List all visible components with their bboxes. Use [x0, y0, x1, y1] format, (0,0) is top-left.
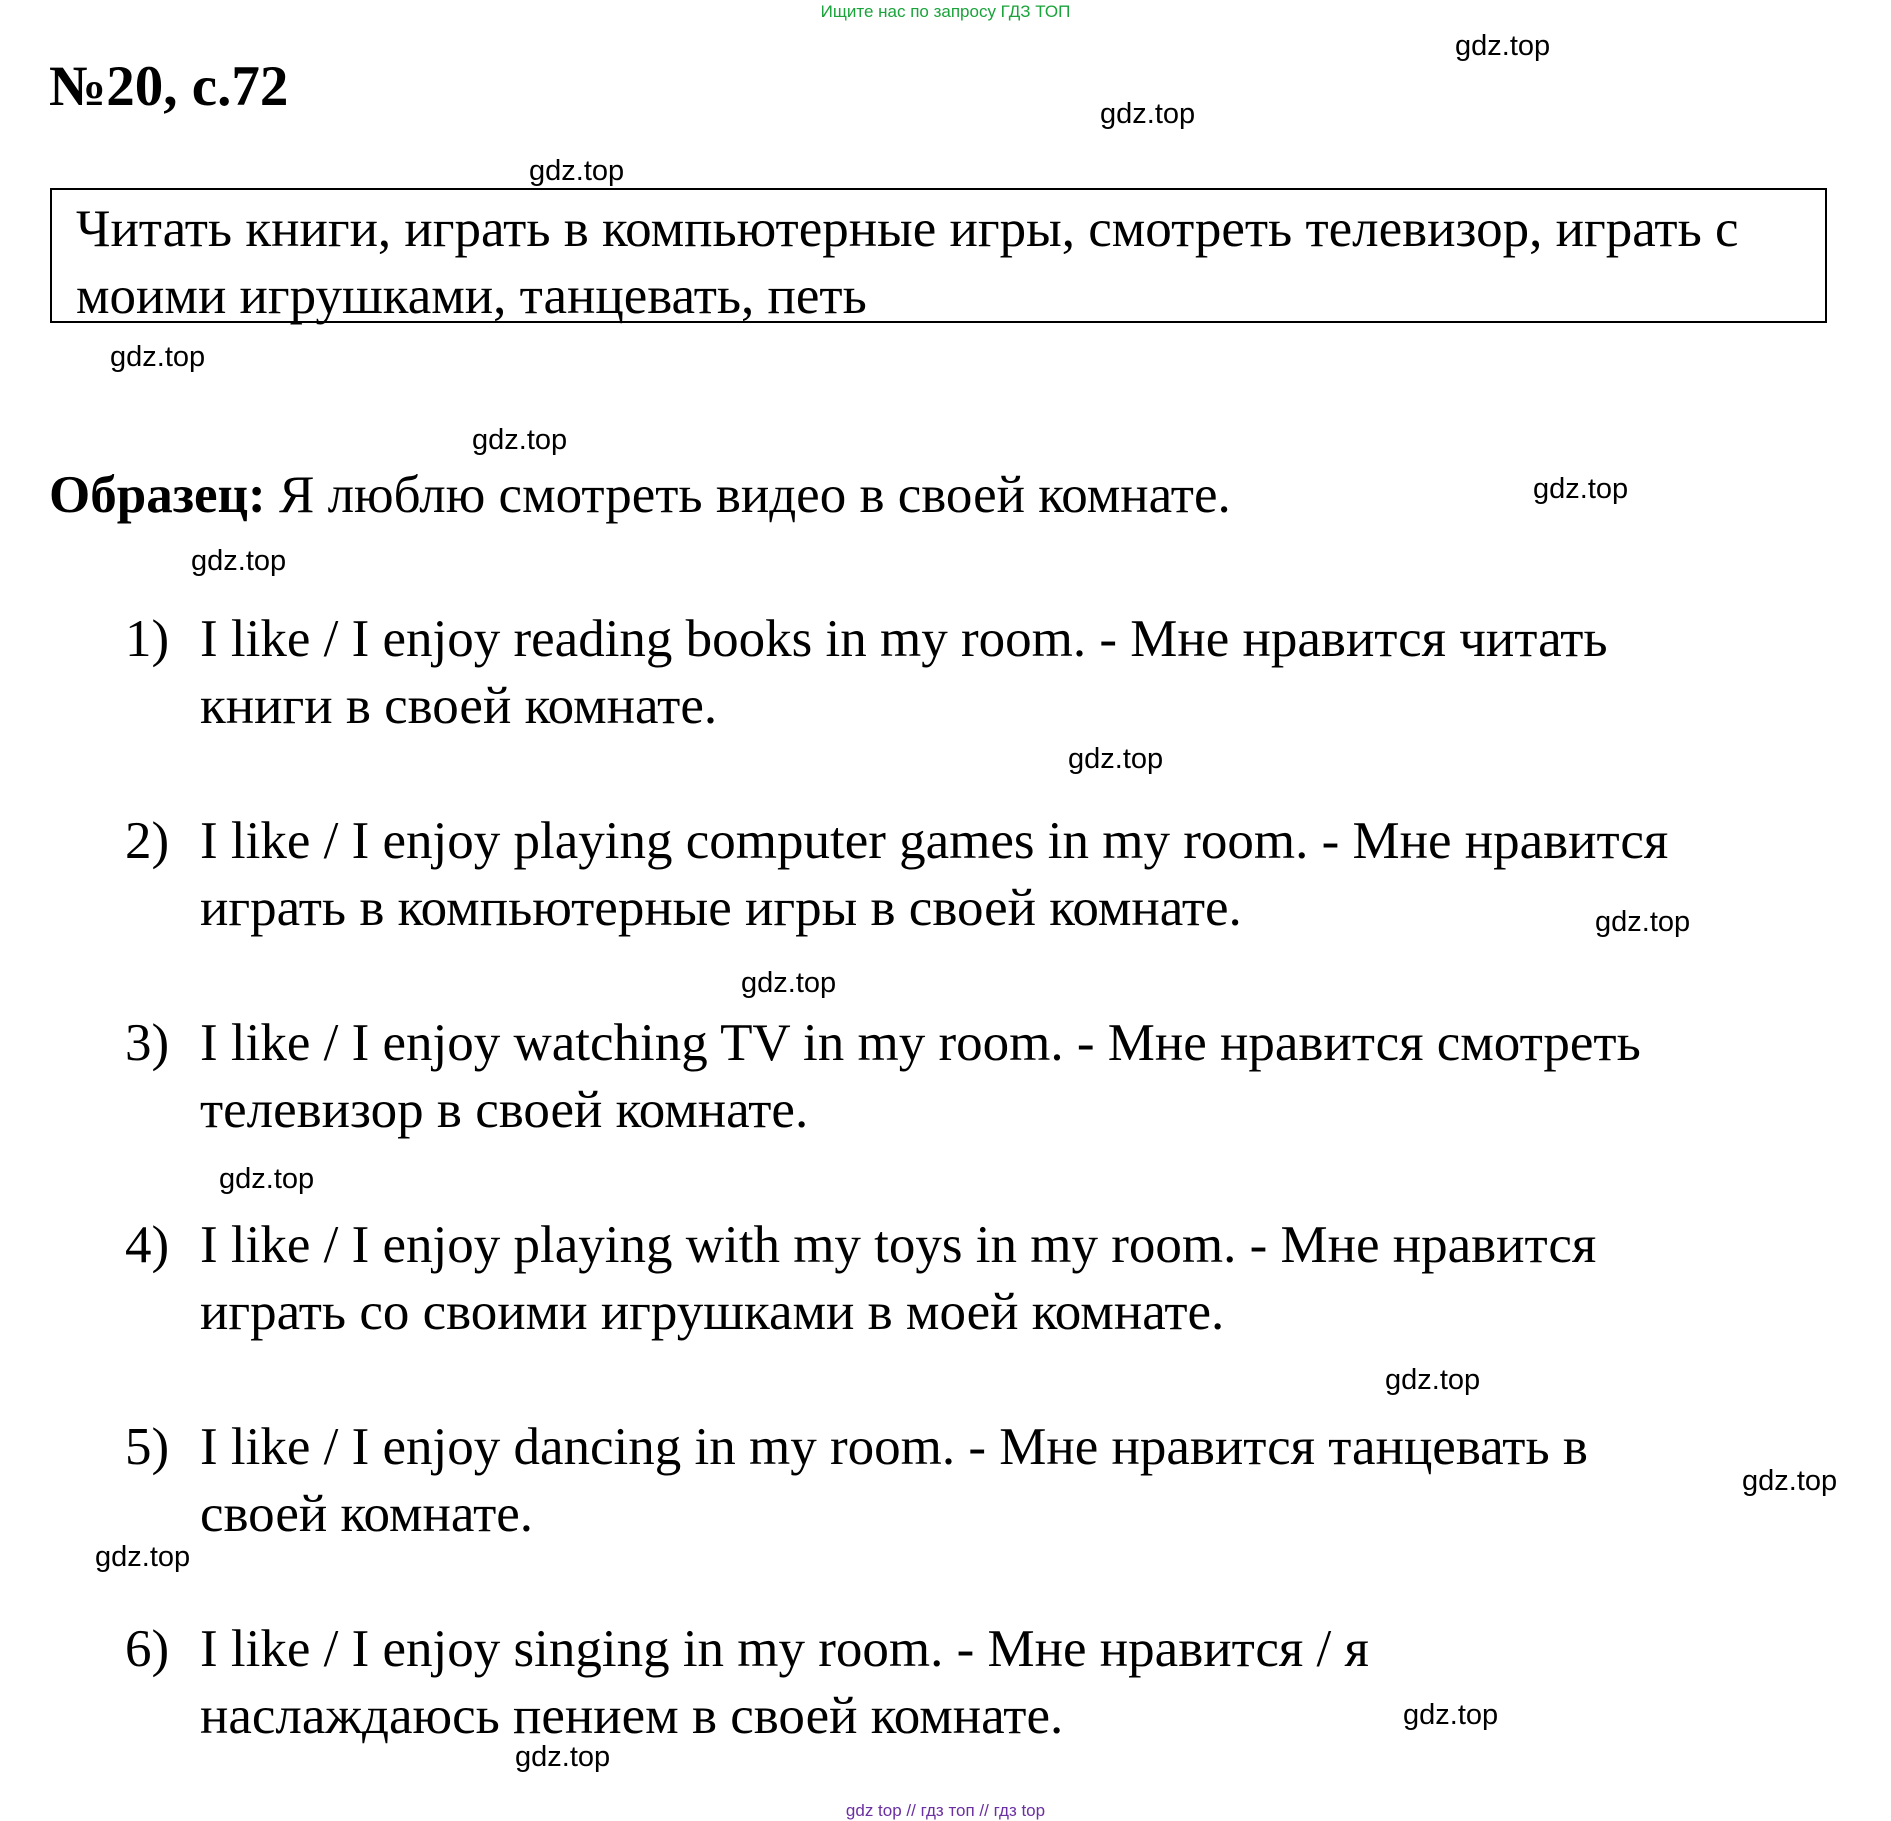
top-banner: Ищите нас по запросу ГДЗ ТОП	[820, 2, 1071, 21]
item-line: своей комнате.	[200, 1485, 534, 1543]
word-box	[50, 188, 1827, 323]
item-line: I like / I enjoy reading books in my room. - Мне нравится читать	[200, 610, 1608, 668]
item-text	[200, 1414, 1880, 1548]
item-text	[200, 1616, 1880, 1750]
item-line: I like / I enjoy watching TV in my room. - Мне нравится смотреть	[200, 1014, 1641, 1072]
watermark: gdz.top	[1403, 1699, 1499, 1731]
item-line: телевизор в своей комнате.	[200, 1081, 809, 1139]
watermark: gdz.top	[1385, 1364, 1481, 1396]
sample-text: Я люблю смотреть видео в своей комнате.	[265, 466, 1231, 524]
item-text	[200, 606, 1880, 740]
item-text	[200, 1212, 1880, 1346]
watermark: gdz.top	[1595, 906, 1691, 938]
item-line: I like / I enjoy playing computer games in my room. - Мне нравится	[200, 812, 1669, 870]
footer-watermark: gdz top // гдз топ // гдз top	[845, 1801, 1046, 1820]
item-line: книги в своей комнате.	[200, 677, 718, 735]
item-line: I like / I enjoy singing in my room. - Мне нравится / я	[200, 1620, 1369, 1678]
watermark: gdz.top	[191, 545, 287, 577]
watermark: gdz.top	[110, 341, 206, 373]
item-line: I like / I enjoy playing with my toys in my room. - Мне нравится	[200, 1216, 1597, 1274]
word-box-text: Читать книги, играть в компьютерные игры, смотреть телевизор, играть с моими игрушками, танцевать, петь	[76, 200, 1739, 325]
item-line: наслаждаюсь пением в своей комнате.	[200, 1687, 1064, 1745]
watermark: gdz.top	[1742, 1465, 1838, 1497]
page-title: №20, с.72	[49, 55, 289, 118]
item-number: 4)	[125, 1216, 170, 1274]
watermark: gdz.top	[1455, 30, 1551, 62]
watermark: gdz.top	[472, 424, 568, 456]
item-line: I like / I enjoy dancing in my room. - Мне нравится танцевать в	[200, 1418, 1588, 1476]
watermark: gdz.top	[515, 1741, 611, 1773]
watermark: gdz.top	[219, 1163, 315, 1195]
watermark: gdz.top	[741, 967, 837, 999]
item-text	[200, 1010, 1880, 1144]
watermark: gdz.top	[95, 1541, 191, 1573]
watermark: gdz.top	[1068, 743, 1164, 775]
item-number: 6)	[125, 1620, 170, 1678]
item-line: играть со своими игрушками в моей комнате.	[200, 1283, 1225, 1341]
item-number: 5)	[125, 1418, 170, 1476]
watermark: gdz.top	[1100, 98, 1196, 130]
watermark: gdz.top	[1533, 473, 1629, 505]
item-line: играть в компьютерные игры в своей комнате.	[200, 879, 1242, 937]
sample-label: Образец:	[49, 466, 266, 524]
sample-line	[49, 466, 1231, 524]
watermark: gdz.top	[529, 155, 625, 187]
item-number: 1)	[125, 610, 170, 668]
item-number: 2)	[125, 812, 170, 870]
item-number: 3)	[125, 1014, 170, 1072]
